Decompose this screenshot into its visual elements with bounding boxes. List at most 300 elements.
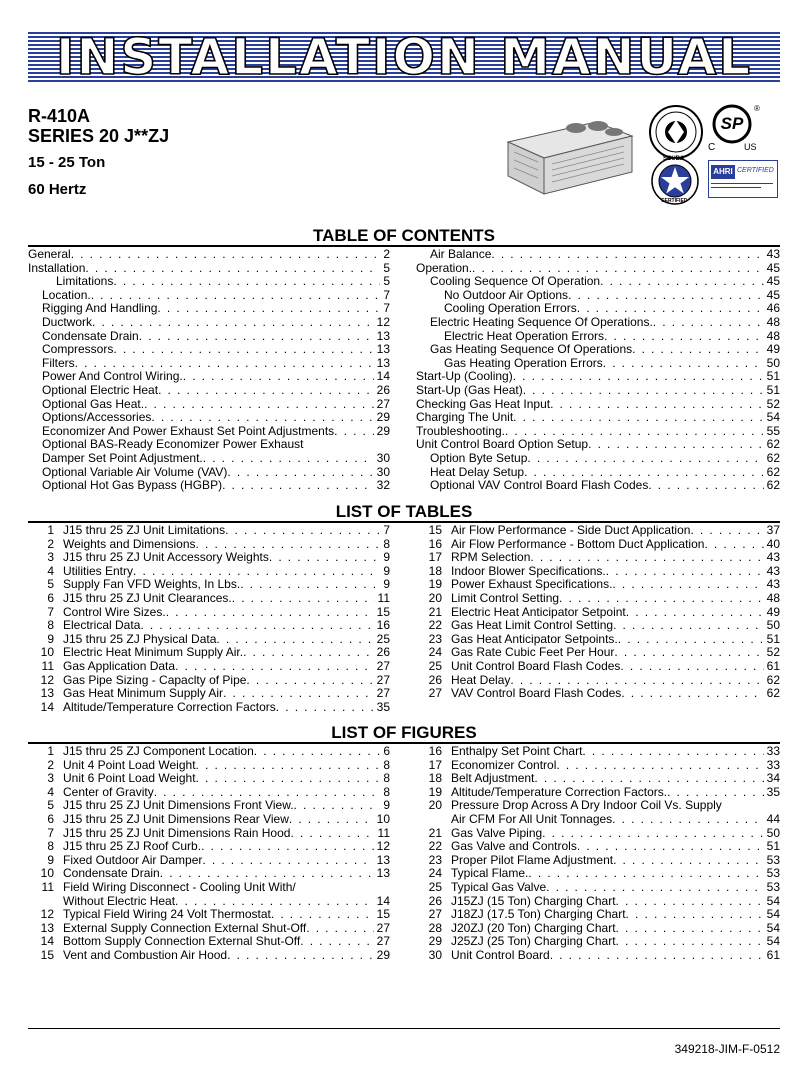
- table-entry-label: Gas Rate Cubic Feet Per Hour: [451, 646, 615, 660]
- figure-entry[interactable]: [416, 922, 780, 936]
- table-entry-number: 22: [428, 619, 442, 633]
- toc-entry[interactable]: [416, 479, 780, 493]
- toc-entry[interactable]: [416, 262, 780, 276]
- table-entry-page: 26: [376, 646, 390, 660]
- table-entry[interactable]: [416, 646, 780, 660]
- toc-entry-page: 45: [766, 261, 780, 275]
- dot-leader: [85, 262, 380, 276]
- figure-entry[interactable]: [416, 745, 780, 759]
- figure-entry-number: 21: [428, 826, 442, 840]
- table-entry-number: 25: [428, 659, 442, 673]
- figure-entry-number: 29: [428, 935, 442, 949]
- figure-entry-page: 29: [376, 948, 390, 962]
- dot-leader: [616, 895, 764, 909]
- figure-entry-number: 26: [428, 894, 442, 908]
- table-entry-label: Electrical Data: [63, 619, 141, 633]
- figure-entry[interactable]: [28, 799, 390, 813]
- table-entry-label: J15 thru 25 ZJ Unit Accessory Weights: [63, 551, 269, 565]
- figure-entry-label: J15 thru 25 ZJ Component Location: [63, 745, 254, 758]
- toc-entry-label: Optional Electric Heat: [42, 383, 159, 397]
- dot-leader: [140, 619, 373, 633]
- table-entry-label: Gas Pipe Sizing - Capaclty of Pipe: [63, 673, 247, 687]
- table-entry[interactable]: [28, 674, 390, 688]
- dot-leader: [75, 357, 374, 371]
- table-entry-label: Indoor Blower Specifications.: [451, 564, 606, 578]
- figure-entry-page: 6: [383, 745, 390, 758]
- dot-leader: [158, 384, 374, 398]
- tonnage-label: 15 - 25 Ton: [28, 154, 106, 171]
- dot-leader: [92, 316, 374, 330]
- dot-leader: [334, 425, 373, 439]
- table-entry[interactable]: [28, 578, 390, 592]
- toc-entry[interactable]: [416, 357, 780, 371]
- figure-entry-number: 9: [47, 853, 54, 867]
- toc-entry[interactable]: [416, 316, 780, 330]
- toc-entry[interactable]: [28, 466, 390, 480]
- figure-entry[interactable]: [28, 745, 390, 759]
- csa-seal-icon: [648, 104, 704, 160]
- toc-entry[interactable]: [416, 398, 780, 412]
- figure-entry[interactable]: [28, 935, 390, 949]
- dot-leader: [618, 633, 764, 647]
- dot-leader: [510, 674, 763, 688]
- toc-entry-page: 27: [376, 397, 390, 411]
- tables-left-column: [28, 524, 390, 714]
- table-entry-label: J15 thru 25 ZJ Physical Data: [63, 632, 217, 646]
- dot-leader: [227, 466, 373, 480]
- toc-entry[interactable]: [28, 425, 390, 439]
- toc-entry[interactable]: [28, 452, 390, 466]
- toc-entry-label: Compressors: [42, 343, 114, 357]
- dot-leader: [290, 827, 374, 841]
- table-entry[interactable]: [416, 578, 780, 592]
- toc-entry-page: 48: [766, 329, 780, 343]
- dot-leader: [648, 479, 763, 493]
- figure-entry-number: 4: [47, 785, 54, 799]
- figure-entry[interactable]: [28, 854, 390, 868]
- table-entry[interactable]: [28, 538, 390, 552]
- figure-entry-number: [28, 895, 63, 909]
- dot-leader: [113, 343, 373, 357]
- toc-entry-page: 52: [766, 397, 780, 411]
- toc-entry[interactable]: [416, 370, 780, 384]
- dot-leader: [616, 935, 764, 949]
- figure-entry[interactable]: [416, 895, 780, 909]
- toc-entry[interactable]: [416, 248, 780, 262]
- table-entry[interactable]: [416, 565, 780, 579]
- toc-entry[interactable]: [28, 262, 390, 276]
- dot-leader: [201, 840, 374, 854]
- dot-leader: [144, 398, 374, 412]
- refrigerant-label: R-410A: [28, 106, 91, 126]
- toc-entry-label: Cooling Operation Errors: [444, 302, 577, 316]
- figure-entry-page: 50: [766, 826, 780, 840]
- toc-entry-label: Optional VAV Control Board Flash Codes: [430, 479, 649, 493]
- figure-entry-number: 1: [47, 745, 54, 758]
- toc-entry[interactable]: [28, 343, 390, 357]
- dot-leader: [606, 565, 764, 579]
- figure-entry-label: J20ZJ (20 Ton) Charging Chart: [451, 921, 616, 935]
- toc-entry-label: Gas Heating Sequence Of Operations: [430, 343, 633, 357]
- table-entry-number: 18: [428, 564, 442, 578]
- figure-entry-number: 6: [47, 812, 54, 826]
- toc-entry[interactable]: [28, 438, 390, 452]
- figure-entry[interactable]: [28, 949, 390, 963]
- table-entry-number: 19: [428, 578, 442, 592]
- table-entry-page: 52: [766, 646, 780, 660]
- toc-entry-label: Checking Gas Heat Input: [416, 397, 551, 411]
- figure-entry-label: Unit 4 Point Load Weight: [63, 758, 196, 772]
- tables-rule: [28, 521, 780, 523]
- table-entry-number: 1: [47, 524, 54, 537]
- figure-entry[interactable]: [28, 813, 390, 827]
- dot-leader: [546, 881, 763, 895]
- figure-entry-page: 15: [376, 908, 390, 922]
- toc-entry[interactable]: [416, 289, 780, 303]
- toc-entry[interactable]: [416, 438, 780, 452]
- toc-entry-page: 13: [376, 343, 390, 357]
- table-entry-label: Gas Heat Anticipator Setpoints.: [451, 632, 618, 646]
- table-entry-label: Gas Heat Minimum Supply Air: [63, 687, 224, 701]
- table-entry-page: 9: [383, 578, 390, 592]
- figure-entry-label: Bottom Supply Connection External Shut-Off: [63, 935, 301, 949]
- toc-entry-label: Option Byte Setup: [430, 451, 528, 465]
- dot-leader: [704, 538, 763, 552]
- figure-entry-page: 33: [766, 745, 780, 758]
- dot-leader: [527, 452, 763, 466]
- table-entry-page: 27: [376, 687, 390, 701]
- toc-entry[interactable]: [28, 357, 390, 371]
- figure-entry-number: 22: [428, 840, 442, 854]
- figure-entry[interactable]: [28, 908, 390, 922]
- figure-entry-label: J25ZJ (25 Ton) Charging Chart: [451, 935, 616, 949]
- toc-entry[interactable]: [28, 302, 390, 316]
- figure-entry[interactable]: [416, 772, 780, 786]
- toc-entry-label: Start-Up (Gas Heat): [416, 383, 523, 397]
- table-entry[interactable]: [416, 660, 780, 674]
- table-entry-page: 8: [383, 537, 390, 551]
- toc-entry[interactable]: [416, 425, 780, 439]
- figure-entry-page: 54: [766, 935, 780, 949]
- toc-right-column: [416, 248, 780, 493]
- toc-entry-page: 7: [383, 288, 390, 302]
- table-entry[interactable]: [416, 606, 780, 620]
- toc-entry-label: Troubleshooting.: [416, 424, 505, 438]
- table-entry-number: 21: [428, 605, 442, 619]
- dot-leader: [175, 895, 374, 909]
- dot-leader: [559, 592, 764, 606]
- table-entry-label: Electric Heat Minimum Supply Air.: [63, 646, 244, 660]
- table-entry-label: Weights and Dimensions: [63, 537, 196, 551]
- toc-entry-label: Economizer And Power Exhaust Set Point Adjustments: [42, 424, 335, 438]
- dot-leader: [71, 248, 381, 262]
- table-entry[interactable]: [416, 687, 780, 701]
- manual-title: INSTALLATION MANUAL: [55, 32, 753, 82]
- table-entry-page: 48: [766, 591, 780, 605]
- toc-left-column: [28, 248, 390, 493]
- toc-entry-label: Heat Delay Setup: [430, 465, 525, 479]
- figure-entry-number: 16: [428, 745, 442, 758]
- figure-entry-page: 34: [766, 772, 780, 786]
- dot-leader: [582, 745, 763, 759]
- dot-leader: [154, 786, 381, 800]
- table-entry-label: Air Flow Performance - Side Duct Application: [451, 524, 691, 537]
- figure-entry-page: 53: [766, 880, 780, 894]
- toc-entry[interactable]: [416, 411, 780, 425]
- table-entry[interactable]: [28, 606, 390, 620]
- figures-title: LIST OF FIGURES: [331, 723, 477, 742]
- scuba-certified-label: CERTIFIED: [661, 198, 688, 204]
- toc-entry[interactable]: [28, 370, 390, 384]
- toc-entry[interactable]: [28, 384, 390, 398]
- table-entry[interactable]: [28, 660, 390, 674]
- toc-entry-label: Optional Gas Heat.: [42, 397, 145, 411]
- toc-entry[interactable]: [28, 479, 390, 493]
- figures-rule: [28, 742, 780, 744]
- figures-right-column: [416, 745, 780, 963]
- figure-entry[interactable]: [28, 759, 390, 773]
- table-entry-number: 6: [47, 591, 54, 605]
- ahri-certified-logo: [708, 160, 778, 198]
- table-entry-number: 15: [428, 524, 442, 537]
- toc-entry-page: 49: [766, 343, 780, 357]
- table-entry-page: 43: [766, 564, 780, 578]
- toc-entry-label: Damper Set Point Adjustment.: [42, 451, 203, 465]
- table-entry[interactable]: [416, 619, 780, 633]
- dot-leader: [113, 275, 380, 289]
- toc-entry[interactable]: [416, 466, 780, 480]
- dot-leader: [621, 687, 763, 701]
- figure-entry[interactable]: [416, 759, 780, 773]
- figure-entry[interactable]: [416, 854, 780, 868]
- dot-leader: [491, 248, 763, 262]
- dot-leader: [225, 524, 380, 538]
- dot-leader: [472, 262, 764, 276]
- dot-leader: [612, 813, 763, 827]
- toc-entry-page: 62: [766, 451, 780, 465]
- figure-entry[interactable]: [416, 813, 780, 827]
- dot-leader: [196, 538, 381, 552]
- figure-entry-page: 8: [383, 758, 390, 772]
- toc-entry-page: 5: [383, 275, 390, 289]
- table-entry-label: Air Flow Performance - Bottom Duct Application: [451, 537, 705, 551]
- toc-entry[interactable]: [28, 248, 390, 262]
- table-entry[interactable]: [28, 646, 390, 660]
- toc-entry-page: 12: [376, 315, 390, 329]
- toc-entry-page: 32: [376, 479, 390, 493]
- figure-entry[interactable]: [416, 799, 780, 813]
- figure-entry-number: 28: [428, 921, 442, 935]
- table-entry-page: 40: [766, 537, 780, 551]
- table-entry-label: Unit Control Board Flash Codes: [451, 659, 621, 673]
- figure-entry-label: Belt Adjustment: [451, 772, 535, 786]
- table-entry-number: 5: [47, 578, 54, 592]
- scuba-label: SCUBA: [663, 156, 685, 162]
- toc-entry[interactable]: [416, 343, 780, 357]
- dot-leader: [513, 370, 764, 384]
- toc-entry-page: 51: [766, 383, 780, 397]
- toc-entry-page: 62: [766, 479, 780, 493]
- figure-entry-label: J15 thru 25 ZJ Unit Dimensions Rear View: [63, 812, 289, 826]
- toc-entry-page: 43: [766, 248, 780, 261]
- toc-entry-page: 30: [376, 451, 390, 465]
- table-entry[interactable]: [416, 592, 780, 606]
- figure-entry-label: Center of Gravity: [63, 785, 154, 799]
- figure-entry[interactable]: [28, 786, 390, 800]
- figure-entry-page: 53: [766, 867, 780, 881]
- dot-leader: [196, 772, 381, 786]
- figure-entry[interactable]: [416, 827, 780, 841]
- toc-entry[interactable]: [28, 275, 390, 289]
- toc-entry-page: 55: [766, 424, 780, 438]
- ahri-certified-label: CERTIFIED: [737, 167, 774, 174]
- toc-entry[interactable]: [416, 302, 780, 316]
- figure-entry[interactable]: [416, 908, 780, 922]
- toc-entry[interactable]: [28, 330, 390, 344]
- table-entry[interactable]: [416, 538, 780, 552]
- toc-entry-page: 46: [766, 302, 780, 316]
- toc-entry-label: Ductwork: [42, 315, 93, 329]
- figure-entry-label: Altitude/Temperature Correction Factors.: [451, 785, 668, 799]
- figure-entry[interactable]: [28, 881, 390, 895]
- figure-entry-label: J18ZJ (17.5 Ton) Charging Chart: [451, 908, 626, 922]
- table-entry-page: 35: [376, 700, 390, 714]
- dot-leader: [223, 687, 374, 701]
- table-entry-page: 9: [383, 551, 390, 565]
- toc-entry-page: 45: [766, 275, 780, 289]
- dot-leader: [626, 908, 764, 922]
- toc-entry-label: Power And Control Wiring.: [42, 370, 183, 384]
- toc-entry[interactable]: [28, 316, 390, 330]
- table-entry[interactable]: [28, 687, 390, 701]
- toc-entry-label: Unit Control Board Option Setup: [416, 438, 589, 452]
- dot-leader: [612, 578, 763, 592]
- toc-entry[interactable]: [28, 289, 390, 303]
- table-entry-label: Limit Control Setting: [451, 591, 560, 605]
- table-entry-page: 11: [377, 591, 390, 605]
- figure-entry-label: Field Wiring Disconnect - Cooling Unit With/: [63, 880, 296, 894]
- toc-entry-page: 2: [383, 248, 390, 261]
- table-entry[interactable]: [416, 551, 780, 565]
- table-entry-label: RPM Selection: [451, 551, 531, 565]
- table-entry[interactable]: [28, 524, 390, 538]
- toc-title: TABLE OF CONTENTS: [313, 226, 495, 245]
- dot-leader: [542, 827, 763, 841]
- table-entry-page: 37: [766, 524, 780, 537]
- csa-c: C: [708, 142, 716, 153]
- table-entry-number: 24: [428, 646, 442, 660]
- figure-entry-number: 18: [428, 772, 442, 786]
- dot-leader: [524, 466, 764, 480]
- table-entry-number: 16: [428, 537, 442, 551]
- toc-entry[interactable]: [416, 384, 780, 398]
- dot-leader: [534, 772, 763, 786]
- csa-registered: ®: [754, 104, 760, 113]
- figure-entry[interactable]: [416, 881, 780, 895]
- figure-entry-label: J15 thru 25 ZJ Unit Dimensions Rain Hood: [63, 826, 291, 840]
- dot-leader: [246, 674, 373, 688]
- toc-entry[interactable]: [416, 275, 780, 289]
- ahri-divider-2: [711, 187, 761, 188]
- figure-entry-number: 14: [40, 935, 54, 949]
- toc-entry-label: Charging The Unit: [416, 411, 514, 425]
- table-entry-number: 13: [40, 687, 54, 701]
- dot-leader: [183, 370, 374, 384]
- dot-leader: [254, 745, 381, 759]
- table-entry[interactable]: [416, 674, 780, 688]
- table-entry-page: 16: [376, 619, 390, 633]
- figure-entry[interactable]: [28, 827, 390, 841]
- table-entry-label: Control Wire Sizes.: [63, 605, 166, 619]
- figure-entry-label: Economizer Control: [451, 758, 557, 772]
- table-entry-number: 2: [47, 537, 54, 551]
- table-entry[interactable]: [416, 633, 780, 647]
- table-entry[interactable]: [28, 551, 390, 565]
- toc-entry-label: Rigging And Handling: [42, 302, 158, 316]
- figure-entry[interactable]: [28, 867, 390, 881]
- figure-entry-number: 3: [47, 772, 54, 786]
- table-entry-page: 62: [766, 687, 780, 701]
- figure-entry-number: 2: [47, 758, 54, 772]
- figure-entry-label: Gas Valve Piping: [451, 826, 543, 840]
- figure-entry-page: 12: [376, 840, 390, 854]
- table-entry-label: VAV Control Board Flash Codes: [451, 687, 622, 701]
- figure-entry-page: 9: [383, 799, 390, 813]
- figure-entry-page: 53: [766, 853, 780, 867]
- figure-entry-page: 54: [766, 921, 780, 935]
- ahri-divider: [711, 183, 773, 184]
- figure-entry[interactable]: [416, 935, 780, 949]
- footer-rule: [28, 1028, 780, 1029]
- table-entry[interactable]: [28, 633, 390, 647]
- figure-entry-label: Unit 6 Point Load Weight: [63, 772, 196, 786]
- figure-entry[interactable]: [28, 772, 390, 786]
- dot-leader: [614, 646, 763, 660]
- dot-leader: [690, 524, 763, 538]
- toc-entry[interactable]: [28, 398, 390, 412]
- figure-entry[interactable]: [416, 786, 780, 800]
- table-entry[interactable]: [28, 565, 390, 579]
- toc-entry[interactable]: [416, 452, 780, 466]
- figure-entry[interactable]: [416, 867, 780, 881]
- figure-entry[interactable]: [28, 922, 390, 936]
- toc-entry-page: 29: [376, 424, 390, 438]
- dot-leader: [577, 840, 764, 854]
- dot-leader: [616, 922, 764, 936]
- table-entry[interactable]: [28, 619, 390, 633]
- toc-entry-page: 54: [766, 411, 780, 425]
- figure-entry[interactable]: [28, 895, 390, 909]
- table-entry-number: 7: [47, 605, 54, 619]
- toc-entry[interactable]: [416, 330, 780, 344]
- table-entry[interactable]: [416, 524, 780, 538]
- toc-entry[interactable]: [28, 411, 390, 425]
- toc-entry-page: 13: [376, 356, 390, 370]
- figure-entry-page: 35: [766, 785, 780, 799]
- dot-leader: [133, 565, 380, 579]
- figure-entry[interactable]: [28, 840, 390, 854]
- table-entry-label: Electric Heat Anticipator Setpoint: [451, 605, 626, 619]
- table-entry[interactable]: [28, 701, 390, 715]
- dot-leader: [202, 854, 373, 868]
- figure-entry[interactable]: [416, 840, 780, 854]
- table-entry[interactable]: [28, 592, 390, 606]
- dot-leader: [600, 275, 764, 289]
- figure-entry-label: External Supply Connection External Shut-Off: [63, 921, 307, 935]
- figure-entry[interactable]: [416, 949, 780, 963]
- dot-leader: [240, 578, 380, 592]
- dot-leader: [653, 316, 764, 330]
